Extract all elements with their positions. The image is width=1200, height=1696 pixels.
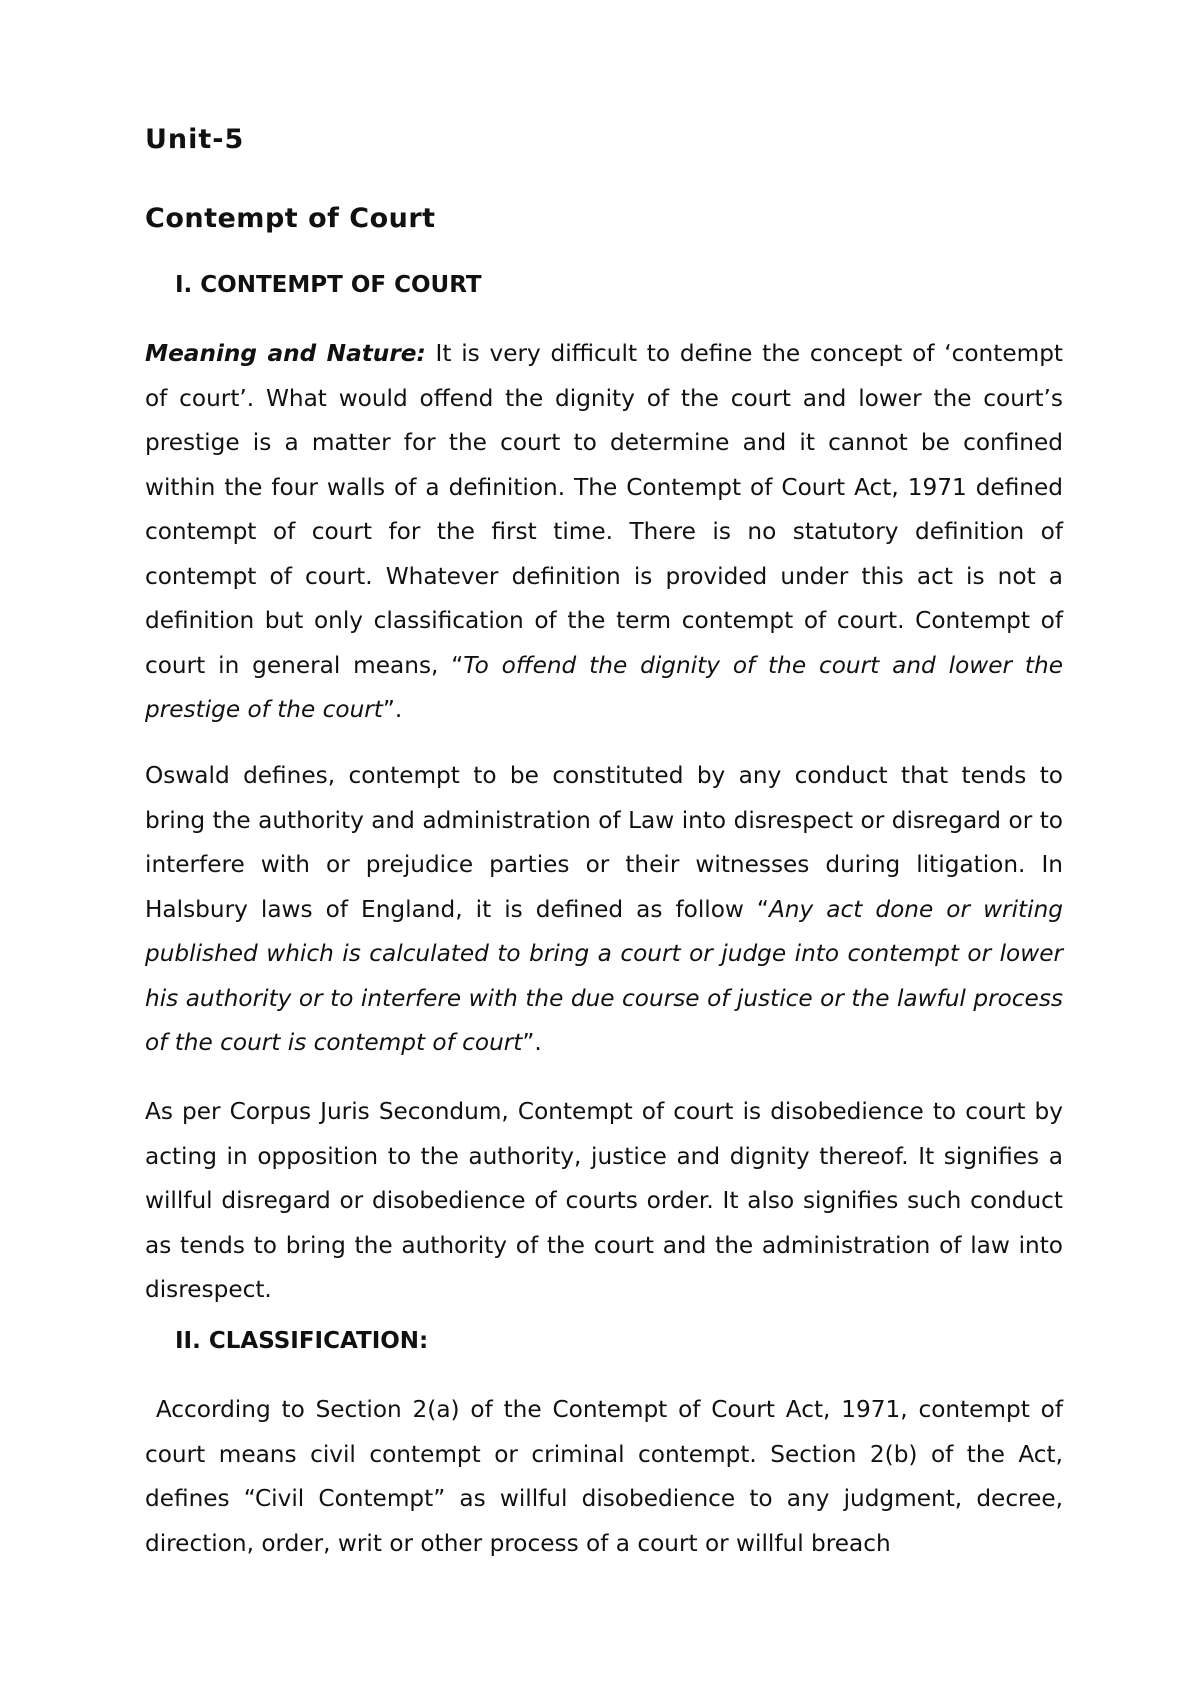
chapter-title: Contempt of Court (145, 203, 436, 234)
paragraph-text: Oswald defines, contempt to be constituted by any conduct that tends to bring the authority and administration of Law into disrespect or disregard or to interfere with or prejudice parties or their witnesses during litigation. In Halsbury laws of England, it is defined as follow “ (145, 762, 1063, 923)
section-heading-contempt: I. CONTEMPT OF COURT (175, 272, 482, 298)
paragraph-oswald (145, 754, 1063, 1066)
paragraph-end: ”. (522, 1029, 542, 1056)
unit-heading: Unit-5 (145, 124, 245, 155)
section-heading-classification: II. CLASSIFICATION: (175, 1328, 429, 1354)
paragraph-quote: Any act done or writing published which is calculated to bring a court or judge into contempt or lower his authority or to interfere with the due course of justice or the lawful process of the court is contempt of court (145, 895, 1063, 1056)
paragraph-lead: Meaning and Nature: (145, 340, 426, 367)
paragraph-section-2a: According to Section 2(a) of the Contempt of Court Act, 1971, contempt of court means civil contempt or criminal contempt. Section 2(b) of the Act, defines “Civil Contempt” as willful disobedience to any judgment, decree, direction, order, writ or other process of a court or willful breach (145, 1396, 1071, 1557)
paragraph-corpus-juris: As per Corpus Juris Secondum, Contempt of court is disobedience to court by acting in opposition to the authority, justice and dignity thereof. It signifies a willful disregard or disobedience of courts order. It also signifies such conduct as tends to bring the authority of the court and the administration of law into disrespect. (145, 1098, 1063, 1303)
paragraph-quote: To offend the dignity of the court and lower the prestige of the court (145, 651, 1063, 723)
document-page (145, 120, 1071, 1557)
paragraph-text: It is very difficult to define the concept of ‘contempt of court’. What would offend the dignity of the court and lower the court’s prestige is a matter for the court to determine and it cannot be confined within the four walls of a definition. The Contempt of Court Act, 1971 defined contempt of court for the first time. There is no statutory definition of contempt of court. Whatever definition is provided under this act is not a definition but only classification of the term contempt of court. Contempt of court in general means, “ (145, 340, 1063, 679)
paragraph-meaning-nature (145, 332, 1063, 733)
paragraph-end: ”. (382, 696, 403, 723)
